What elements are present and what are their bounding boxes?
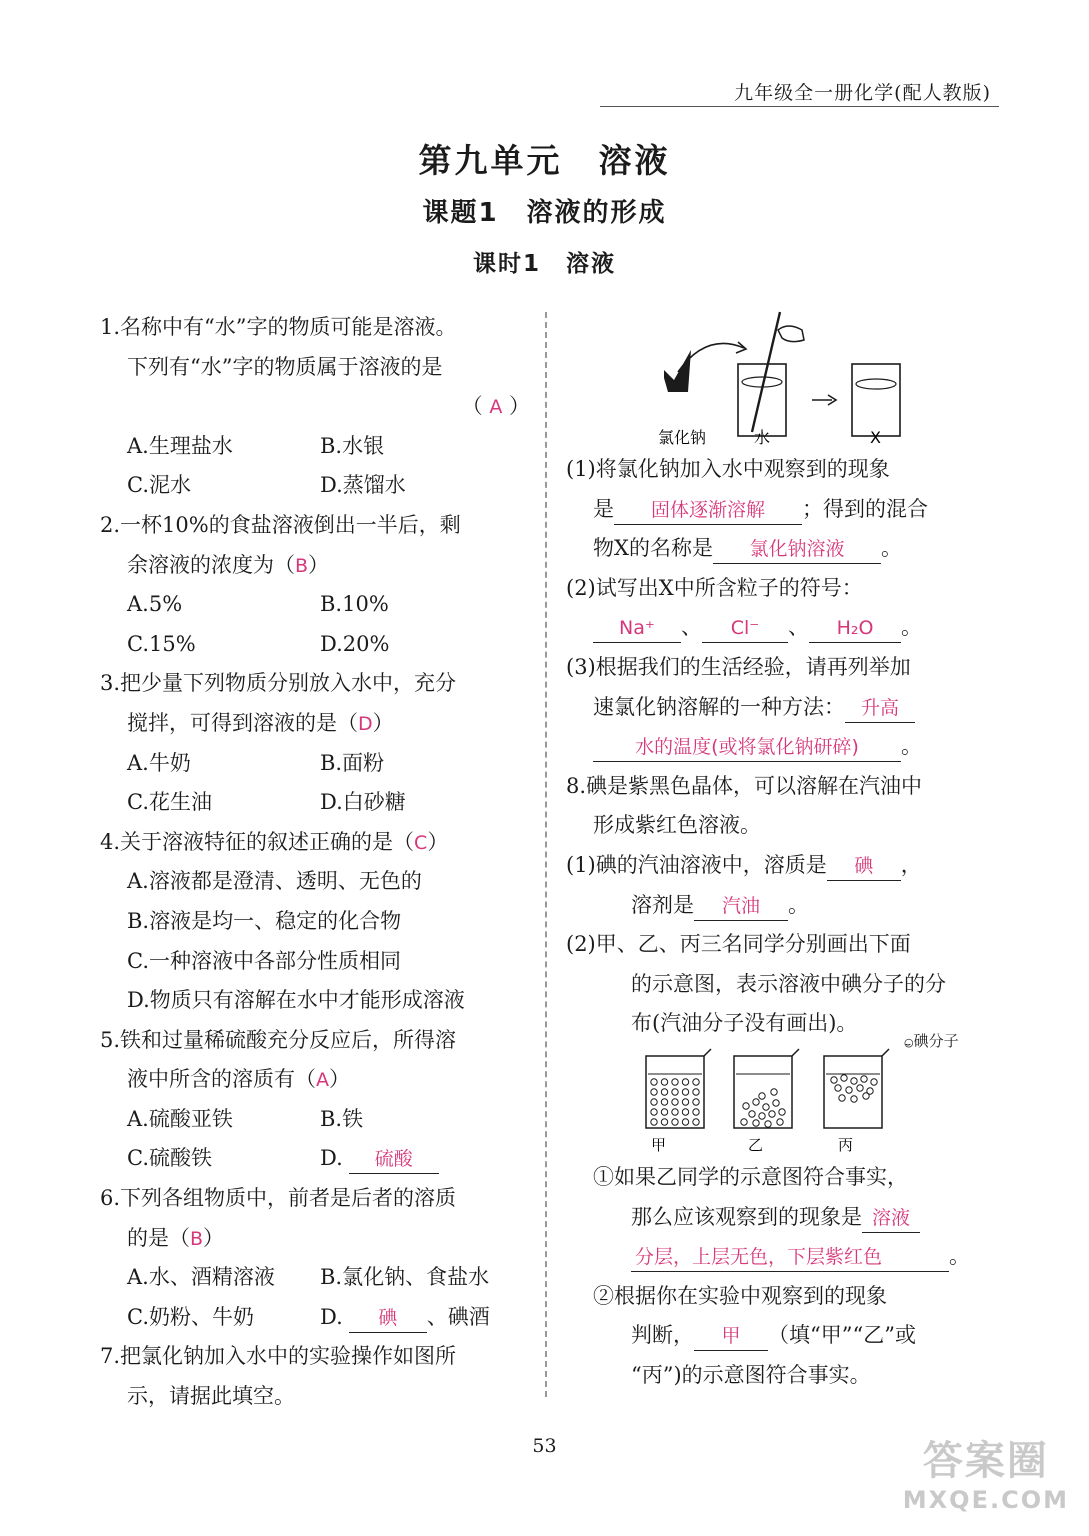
question-text: (2)试写出X中所含粒子的符号： (566, 575, 863, 600)
text: 。 (901, 615, 922, 640)
label-jia: 甲 (651, 1135, 667, 1154)
question-text: 6.下列各组物质中，前者是后者的溶质 (100, 1186, 457, 1211)
iodine-molecule-jia (661, 1119, 667, 1125)
option-d-blank: 硫酸 (349, 1145, 439, 1174)
question-text (566, 846, 996, 886)
iodine-molecule-bing (841, 1075, 847, 1081)
question-text (566, 529, 996, 569)
dissolving-diagram (566, 308, 996, 450)
option-d: D.物质只有溶解在水中才能形成溶液 (127, 988, 465, 1013)
option-d-label: D. (320, 1304, 343, 1329)
answer-blank: 水的温度(或将氯化钠研碎) (593, 733, 901, 762)
option-d-blank: 碘 (349, 1304, 427, 1333)
iodine-molecule-bing (839, 1095, 845, 1101)
salt-sample (664, 350, 691, 392)
text: ；得到的混合 (802, 496, 928, 521)
question-text (100, 546, 530, 586)
beaker-jia (646, 1056, 704, 1128)
iodine-molecule-jia (693, 1079, 699, 1085)
iodine-figure (566, 1031, 996, 1158)
text: 、 (788, 615, 809, 640)
iodine-molecule-jia (661, 1099, 667, 1105)
question-text: 8.碘是紫黑色晶体，可以溶解在汽油中 (566, 773, 923, 798)
option-d: D.20% (320, 631, 390, 656)
iodine-molecule-yi (771, 1089, 777, 1095)
answer-bracket (100, 387, 530, 427)
text: 那么应该观察到的现象是 (631, 1204, 862, 1229)
question-text: 的示意图，表示溶液中碘分子的分 (631, 971, 946, 996)
iodine-molecule-jia (693, 1089, 699, 1095)
iodine-molecule-bing (863, 1093, 869, 1099)
question-text: “丙”)的示意图符合事实。 (631, 1362, 871, 1387)
question-text (566, 727, 996, 767)
iodine-molecule-jia (651, 1119, 657, 1125)
iodine-molecule-jia (682, 1109, 688, 1115)
bracket-close: ） (502, 394, 530, 419)
option-c: C.花生油 (127, 790, 212, 815)
question-3 (100, 664, 530, 822)
iodine-molecule-jia (651, 1099, 657, 1105)
text: 。 (949, 1244, 970, 1269)
iodine-molecule-yi (753, 1099, 759, 1105)
iodine-molecule-jia (672, 1099, 678, 1105)
text: 判断， (631, 1323, 694, 1348)
iodine-molecule-jia (661, 1109, 667, 1115)
option-a: A.溶液都是澄清、透明、无色的 (127, 869, 422, 894)
iodine-molecule-yi (749, 1111, 755, 1117)
label-x: X (870, 428, 881, 447)
left-column (100, 308, 530, 1417)
iodine-molecule-yi (769, 1111, 775, 1117)
question-text (566, 608, 996, 648)
text: ， (900, 852, 922, 877)
iodine-molecule-yi (779, 1109, 785, 1115)
iodine-molecule-yi (765, 1121, 771, 1127)
iodine-molecule-yi (777, 1119, 783, 1125)
answer-blank: 固体逐渐溶解 (614, 496, 802, 525)
question-1 (100, 308, 530, 506)
iodine-molecule-yi (759, 1113, 765, 1119)
label-salt: 氯化钠 (658, 428, 707, 447)
question-text (566, 1316, 996, 1356)
text: 。 (788, 892, 809, 917)
answer-blank: 分层，上层无色，下层紫红色 (631, 1243, 949, 1272)
options-row (100, 1258, 530, 1298)
options-row (100, 625, 530, 665)
legend-label: 碘分子 (913, 1031, 959, 1050)
question-text: 示，请据此填空。 (127, 1384, 295, 1409)
watermark-url: MXQE.COM (902, 1486, 1069, 1514)
answer-mark: C (414, 831, 428, 854)
beaker-bing-spout (882, 1049, 889, 1056)
question-text: 2.一杯10%的食盐溶液倒出一半后，剩 (100, 512, 461, 537)
iodine-molecule-jia (693, 1119, 699, 1125)
solution-surface (856, 379, 896, 389)
question-text: 布(汽油分子没有画出)。 (631, 1011, 858, 1036)
beaker-yi-spout (792, 1049, 799, 1056)
beaker-water (738, 364, 786, 436)
question-7-stem (100, 1337, 530, 1416)
question-stem: 搅拌，可得到溶液的是（ (127, 710, 358, 735)
option-b: B.面粉 (320, 750, 385, 775)
iodine-molecule-bing (861, 1076, 867, 1082)
option-a: A.水、酒精溶液 (127, 1265, 275, 1290)
options-row (100, 466, 530, 506)
option-c: C.一种溶液中各部分性质相同 (127, 948, 401, 973)
option-c: C.泥水 (127, 473, 191, 498)
bracket-close: ） (427, 829, 449, 854)
header-rule (600, 106, 999, 107)
option-c: C.15% (127, 631, 196, 656)
iodine-molecule-jia (672, 1079, 678, 1085)
question-5 (100, 1021, 530, 1179)
text: 、 (681, 615, 702, 640)
iodine-molecule-yi (773, 1100, 779, 1106)
label-bing: 丙 (838, 1135, 854, 1154)
question-text: 3.把少量下列物质分别放入水中，充分 (100, 671, 457, 696)
iodine-molecule-bing (857, 1085, 863, 1091)
bracket-close: ） (372, 710, 394, 735)
question-text (566, 688, 996, 728)
option-b: B.10% (320, 592, 389, 617)
options-row (100, 744, 530, 784)
question-text: 1.名称中有“水”字的物质可能是溶液。 (100, 315, 457, 339)
bracket-close: ） (203, 1225, 225, 1250)
text: (1)碘的汽油溶液中，溶质是 (566, 852, 827, 877)
iodine-molecule-yi (743, 1103, 749, 1109)
options-row (100, 585, 530, 625)
lesson-title: 课题1 溶液的形成 (422, 198, 667, 228)
beaker-jia-spout (704, 1049, 711, 1056)
iodine-molecule-bing (835, 1085, 841, 1091)
answer-blank: 汽油 (694, 892, 788, 921)
iodine-molecule-jia (651, 1109, 657, 1115)
label-yi: 乙 (748, 1135, 764, 1154)
options-row (100, 1298, 530, 1338)
answer-blank: Na⁺ (593, 614, 681, 643)
option-a: A.硫酸亚铁 (127, 1106, 233, 1131)
column-divider (545, 312, 547, 1397)
iodine-molecule-jia (672, 1089, 678, 1095)
question-text: (3)根据我们的生活经验，请再列举加 (566, 654, 911, 679)
answer-blank: Cl⁻ (702, 614, 788, 643)
question-4 (100, 823, 530, 1021)
iodine-molecule-jia (661, 1079, 667, 1085)
question-stem: 4.关于溶液特征的叙述正确的是（ (100, 829, 415, 854)
option-a: A.牛奶 (127, 750, 191, 775)
question-2 (100, 506, 530, 664)
answer-blank: 氯化钠溶液 (713, 535, 881, 564)
legend (904, 1030, 959, 1051)
iodine-molecule-yi (741, 1119, 747, 1125)
iodine-molecule-jia (672, 1119, 678, 1125)
option-d-label: D. (320, 1146, 343, 1171)
question-stem: 的是（ (127, 1225, 190, 1250)
question-text: (1)将氯化钠加入水中观察到的现象 (566, 457, 890, 481)
options-row (100, 1139, 530, 1179)
question-text: ①如果乙同学的示意图符合事实， (593, 1164, 908, 1189)
answer-blank: 甲 (694, 1322, 768, 1351)
book-header: 九年级全一册化学(配人教版) (734, 82, 991, 104)
answer-blank: 溶液 (862, 1204, 920, 1233)
iodine-molecule-jia (661, 1089, 667, 1095)
iodine-molecule-jia (682, 1099, 688, 1105)
iodine-molecule-yi (763, 1104, 769, 1110)
answer-mark: D (358, 712, 373, 735)
question-text (566, 1198, 996, 1238)
answer-mark: A (489, 396, 503, 419)
iodine-diagram (566, 1044, 996, 1158)
question-text: 形成紫红色溶液。 (593, 813, 761, 838)
iodine-molecule-yi (759, 1093, 765, 1099)
question-text: 7.把氯化钠加入水中的实验操作如图所 (100, 1344, 457, 1369)
question-stem: 液中所含的溶质有（ (127, 1067, 316, 1092)
answer-mark: B (190, 1227, 204, 1250)
option-b: B.铁 (320, 1106, 364, 1131)
watermark (903, 1429, 1069, 1514)
unit-title: 第九单元 溶液 (418, 141, 671, 180)
bracket-open: （ (461, 394, 490, 419)
answer-blank: H₂O (809, 614, 901, 643)
question-text (100, 823, 530, 863)
iodine-molecule-jia (651, 1079, 657, 1085)
answer-blank: 升高 (845, 694, 915, 723)
question-text (566, 1237, 996, 1277)
iodine-molecule-bing (871, 1079, 877, 1085)
iodine-molecule-jia (682, 1089, 688, 1095)
iodine-molecule-jia (651, 1089, 657, 1095)
option-b: B.水银 (320, 433, 385, 458)
question-6 (100, 1179, 530, 1337)
question-8 (566, 767, 996, 1396)
iodine-molecule-jia (672, 1109, 678, 1115)
iodine-molecule-bing (851, 1096, 857, 1102)
period-title: 课时1 溶液 (472, 251, 616, 277)
question-7-parts (566, 450, 996, 767)
options-row (100, 427, 530, 467)
text: 速氯化钠溶解的一种方法： (593, 694, 845, 719)
question-text (100, 1060, 530, 1100)
beaker-x (852, 364, 900, 436)
right-column (566, 308, 996, 1395)
options-row (100, 1100, 530, 1140)
question-text (100, 704, 530, 744)
option-a: A.5% (127, 592, 183, 617)
bracket-close: ） (329, 1067, 350, 1092)
legend-dot-icon: ○ (904, 1035, 914, 1049)
option-d: D.蒸馏水 (320, 473, 406, 498)
question-text (100, 1219, 530, 1259)
option-d: D.白砂糖 (320, 790, 406, 815)
text: 溶剂是 (631, 892, 694, 917)
iodine-molecule-bing (851, 1078, 857, 1084)
options-row (100, 783, 530, 823)
label-water: 水 (754, 428, 771, 447)
option-b: B.氯化钠、食盐水 (320, 1265, 490, 1290)
question-stem: 余溶液的浓度为（ (127, 552, 295, 577)
iodine-molecule-jia (693, 1099, 699, 1105)
page-number: 53 (532, 1435, 557, 1457)
option-d-suffix: 、碘酒 (426, 1304, 490, 1329)
text: 物X的名称是 (593, 536, 713, 561)
bracket-close: ） (308, 552, 330, 577)
question-text: (2)甲、乙、丙三名同学分别画出下面 (566, 932, 911, 957)
stirring-rod (752, 312, 780, 432)
answer-mark: B (295, 554, 309, 577)
text: （填“甲”“乙”或 (768, 1323, 916, 1348)
question-text (566, 490, 996, 530)
text: 。 (901, 734, 922, 759)
answer-mark: A (316, 1069, 329, 1092)
answer-blank: 碘 (827, 852, 901, 881)
iodine-molecule-bing (846, 1087, 852, 1093)
text: 。 (880, 536, 902, 561)
iodine-molecule-bing (831, 1077, 837, 1083)
iodine-molecule-jia (682, 1079, 688, 1085)
hand (778, 326, 804, 342)
question-text (566, 886, 996, 926)
option-c: C.硫酸铁 (127, 1146, 212, 1171)
iodine-molecule-jia (682, 1119, 688, 1125)
watermark-logo: 答案圈 (922, 1438, 1049, 1484)
option-c: C.奶粉、牛奶 (127, 1304, 254, 1329)
text: 是 (593, 496, 614, 521)
iodine-molecule-yi (753, 1120, 759, 1126)
question-text: 下列有“水”字的物质属于溶液的是 (127, 354, 443, 379)
option-b: B.溶液是均一、稳定的化合物 (127, 908, 402, 933)
dissolving-figure (566, 308, 996, 450)
question-text: 5.铁和过量稀硫酸充分反应后，所得溶 (100, 1027, 457, 1052)
question-text: ②根据你在实验中观察到的现象 (593, 1283, 887, 1308)
option-a: A.生理盐水 (127, 433, 233, 458)
iodine-molecule-jia (693, 1109, 699, 1115)
beaker-yi (734, 1056, 792, 1128)
